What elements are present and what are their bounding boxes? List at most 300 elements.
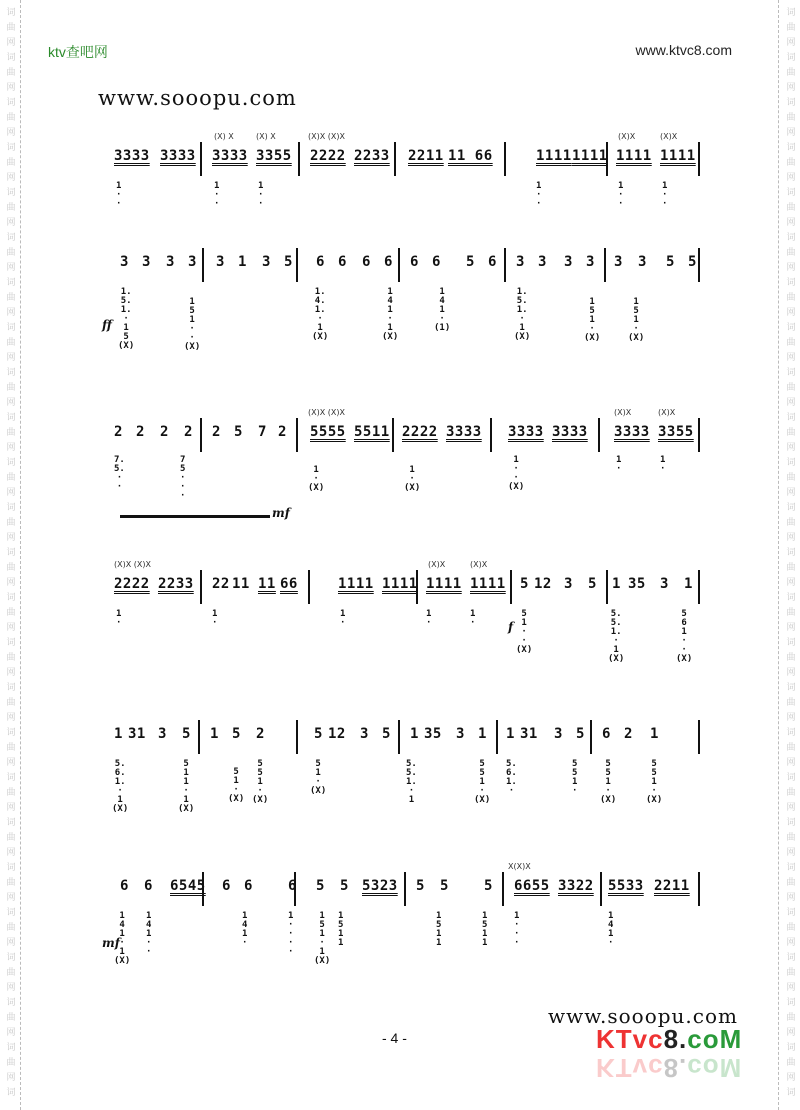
note: 7 <box>258 424 267 440</box>
watermark-char: 词 <box>786 1088 796 1098</box>
note: 2 <box>184 424 193 440</box>
lower-voice: 7. 5. · · <box>114 455 125 492</box>
watermark-char: 词 <box>786 8 796 18</box>
watermark-char: 词 <box>786 323 796 333</box>
watermark-char: 曲 <box>6 698 16 708</box>
lower-voice: 1. 4. 1. · 1 (X) <box>312 287 329 342</box>
logo-reflection-part: coM <box>687 1053 743 1083</box>
watermark-char: 词 <box>6 8 16 18</box>
note: 2 <box>278 424 287 440</box>
watermark-char: 词 <box>6 368 16 378</box>
note: 5 <box>316 878 325 894</box>
watermark-char: 网 <box>786 1028 796 1038</box>
lower-voice: 1 · <box>212 609 218 628</box>
note: 6 <box>432 254 441 270</box>
watermark-char: 词 <box>786 593 796 603</box>
watermark-char: 曲 <box>786 428 796 438</box>
note-group: 1111 <box>572 148 608 164</box>
site-url[interactable]: www.ktvc8.com <box>635 42 732 58</box>
note-group: 3333 <box>446 424 482 440</box>
lower-voice: 5 1 · (X) <box>228 767 245 804</box>
watermark-char: 词 <box>6 998 16 1008</box>
note-group: 3322 <box>558 878 594 894</box>
watermark-char: 词 <box>6 818 16 828</box>
barlines <box>108 140 700 180</box>
lower-voice: 1 · (X) <box>404 465 421 493</box>
watermark-char: 网 <box>6 758 16 768</box>
watermark-char: 网 <box>786 623 796 633</box>
note: 6 <box>488 254 497 270</box>
watermark-char: 词 <box>786 98 796 108</box>
watermark-char: 曲 <box>6 338 16 348</box>
watermark-char: 词 <box>6 413 16 423</box>
ornament: (X) X <box>214 132 234 141</box>
watermark-char: 词 <box>6 233 16 243</box>
watermark-char: 网 <box>6 623 16 633</box>
watermark-char: 词 <box>6 1088 16 1098</box>
note: 3 <box>120 254 129 270</box>
watermark-char: 词 <box>786 413 796 423</box>
note: 5 <box>232 726 241 742</box>
note: 3 <box>262 254 271 270</box>
watermark-char: 曲 <box>6 878 16 888</box>
watermark-char: 曲 <box>6 923 16 933</box>
watermark-char: 网 <box>786 938 796 948</box>
note: 5 <box>466 254 475 270</box>
watermark-char: 网 <box>786 893 796 903</box>
note-group: 2233 <box>354 148 390 164</box>
watermark-char: 网 <box>6 848 16 858</box>
note: 22 <box>212 576 230 592</box>
watermark-char: 曲 <box>786 1013 796 1023</box>
note: 1 <box>478 726 487 742</box>
watermark-char: 曲 <box>786 698 796 708</box>
watermark-char: 网 <box>6 578 16 588</box>
watermark-char: 曲 <box>6 23 16 33</box>
watermark-char: 词 <box>786 998 796 1008</box>
dynamic-marking: mf <box>272 506 290 520</box>
note-group: 5511 <box>354 424 390 440</box>
ornament: (X)X <box>428 560 446 569</box>
lower-voice: 1 · · <box>214 181 220 209</box>
logo-part: 8. <box>663 1024 688 1054</box>
lower-voice: 1 · (X) <box>308 465 325 493</box>
watermark-char: 词 <box>6 773 16 783</box>
watermark-char: 词 <box>6 53 16 63</box>
watermark-char: 网 <box>786 83 796 93</box>
watermark-char: 词 <box>6 143 16 153</box>
note: 5 <box>234 424 243 440</box>
watermark-char: 曲 <box>786 23 796 33</box>
watermark-char: 网 <box>786 443 796 453</box>
note: 5 <box>484 878 493 894</box>
watermark-char: 网 <box>6 38 16 48</box>
watermark-char: 网 <box>6 353 16 363</box>
watermark-char: 网 <box>786 398 796 408</box>
watermark-char: 网 <box>786 1073 796 1083</box>
watermark-char: 词 <box>786 1043 796 1053</box>
dynamic-marking: mf <box>102 936 120 950</box>
note-group: 1111 <box>536 148 572 164</box>
note: 3 <box>538 254 547 270</box>
watermark-char: 网 <box>6 173 16 183</box>
note: 6 <box>316 254 325 270</box>
lower-voice: 1 · · <box>662 181 668 209</box>
watermark-char: 曲 <box>786 1058 796 1068</box>
note: 12 <box>534 576 552 592</box>
watermark-char: 网 <box>6 308 16 318</box>
lower-voice: 1 5 1 · (X) <box>584 297 601 343</box>
watermark-char: 曲 <box>6 158 16 168</box>
lower-voice: 5. 5. 1. · 1 <box>406 759 417 805</box>
source-url-bottom: www.sooopu.com <box>548 1004 738 1028</box>
note: 31 <box>520 726 538 742</box>
note: 35 <box>424 726 442 742</box>
watermark-char: 网 <box>786 578 796 588</box>
watermark-char: 曲 <box>6 518 16 528</box>
source-url-top: www.sooopu.com <box>98 86 297 110</box>
note-group: 1111 <box>338 576 374 592</box>
watermark-char: 曲 <box>786 383 796 393</box>
lower-voice: 5 1 · · (X) <box>516 609 533 655</box>
dynamic-marking: ff <box>102 318 112 332</box>
watermark-char: 网 <box>786 128 796 138</box>
watermark-char: 曲 <box>786 653 796 663</box>
watermark-char: 网 <box>786 713 796 723</box>
lower-voice: 5. 6. 1. · 1 (X) <box>112 759 129 814</box>
note: 5 <box>588 576 597 592</box>
watermark-char: 曲 <box>786 293 796 303</box>
note-group: 1111 <box>470 576 506 592</box>
watermark-char: 词 <box>786 638 796 648</box>
lower-voice: 1 · <box>470 609 476 628</box>
note-group: 11 66 <box>448 148 493 164</box>
watermark-char: 词 <box>6 98 16 108</box>
logo-part: coM <box>687 1024 743 1054</box>
watermark-char: 词 <box>786 683 796 693</box>
note: 3 <box>614 254 623 270</box>
note: 6 <box>338 254 347 270</box>
note-group: 6655 <box>514 878 550 894</box>
watermark-char: 词 <box>786 953 796 963</box>
note: 3 <box>360 726 369 742</box>
watermark-char: 词 <box>6 908 16 918</box>
lower-voice: 5. 5. 1. · 1 (X) <box>608 609 625 664</box>
note: 3 <box>142 254 151 270</box>
watermark-char: 网 <box>786 848 796 858</box>
lower-voice: 1 5 1 1 <box>482 911 488 948</box>
lower-voice: 1 4 1 · · <box>146 911 152 957</box>
watermark-char: 曲 <box>6 68 16 78</box>
watermark-char: 曲 <box>6 248 16 258</box>
watermark-char: 词 <box>786 53 796 63</box>
watermark-char: 词 <box>6 188 16 198</box>
watermark-char: 曲 <box>786 788 796 798</box>
ornament: (X)X (X)X <box>308 132 345 141</box>
note-group: 2222 <box>402 424 438 440</box>
note-group: 2222 <box>310 148 346 164</box>
note-group: 3333 <box>508 424 544 440</box>
lower-voice: 1 5 1 · (X) <box>628 297 645 343</box>
watermark-char: 网 <box>6 398 16 408</box>
site-name[interactable]: ktv查吧网 <box>48 44 108 60</box>
note-group: 3355 <box>256 148 292 164</box>
lower-voice: 1 5 1 · 1 (X) <box>314 911 331 966</box>
watermark-char: 网 <box>6 668 16 678</box>
note: 5 <box>182 726 191 742</box>
note: 1 <box>684 576 693 592</box>
watermark-char: 曲 <box>786 563 796 573</box>
watermark-char: 网 <box>6 1073 16 1083</box>
ornament: (X)X <box>618 132 636 141</box>
watermark-char: 词 <box>786 728 796 738</box>
watermark-char: 词 <box>786 233 796 243</box>
watermark-char: 网 <box>786 983 796 993</box>
watermark-char: 网 <box>786 533 796 543</box>
ornament: (X) X <box>256 132 276 141</box>
note: 1 <box>210 726 219 742</box>
note: 5 <box>416 878 425 894</box>
watermark-char: 词 <box>6 683 16 693</box>
lower-voice: 1 4 1 · <box>608 911 614 948</box>
watermark-char: 词 <box>6 863 16 873</box>
lower-voice: 1 4 1 · 1 (X) <box>382 287 399 342</box>
note: 2 <box>212 424 221 440</box>
note: 12 <box>328 726 346 742</box>
note: 1 <box>506 726 515 742</box>
watermark-char: 曲 <box>786 68 796 78</box>
note: 3 <box>188 254 197 270</box>
watermark-char: 词 <box>786 368 796 378</box>
watermark-char: 曲 <box>6 608 16 618</box>
watermark-char: 曲 <box>6 743 16 753</box>
watermark-char: 曲 <box>6 203 16 213</box>
lower-voice: 1 · · <box>258 181 264 209</box>
left-watermark-strip <box>2 0 20 1110</box>
lower-voice: 1 · · · <box>514 911 520 948</box>
note-group: 2211 <box>408 148 444 164</box>
note-group: 2222 <box>114 576 150 592</box>
note: 31 <box>128 726 146 742</box>
lower-voice: 1 5 1 · · (X) <box>184 297 201 352</box>
watermark-char: 网 <box>6 1028 16 1038</box>
watermark-char: 网 <box>6 938 16 948</box>
watermark-char: 网 <box>786 668 796 678</box>
watermark-char: 词 <box>6 728 16 738</box>
watermark-char: 网 <box>6 83 16 93</box>
lower-voice: 5 1 1 · 1 (X) <box>178 759 195 814</box>
watermark-char: 网 <box>786 803 796 813</box>
watermark-char: 曲 <box>786 833 796 843</box>
lower-voice: 5 5 1 · (X) <box>600 759 617 805</box>
watermark-char: 网 <box>6 218 16 228</box>
ornament: (X)X (X)X <box>308 408 345 417</box>
watermark-char: 网 <box>6 533 16 543</box>
watermark-char: 词 <box>786 818 796 828</box>
watermark-char: 曲 <box>786 473 796 483</box>
watermark-char: 曲 <box>786 113 796 123</box>
note-group: 2233 <box>158 576 194 592</box>
note: 3 <box>554 726 563 742</box>
dynamic-marking: f <box>508 620 514 634</box>
note: 2 <box>136 424 145 440</box>
ktvc8-logo[interactable] <box>596 1024 742 1055</box>
left-dashed-border <box>20 0 21 1110</box>
lower-voice: 1 · <box>116 609 122 628</box>
ornament: (X)X (X)X <box>114 560 151 569</box>
note: 5 <box>314 726 323 742</box>
ornament: X(X)X <box>508 862 531 871</box>
note: 5 <box>284 254 293 270</box>
note: 3 <box>564 254 573 270</box>
watermark-char: 曲 <box>786 203 796 213</box>
watermark-char: 曲 <box>6 473 16 483</box>
lower-voice: 1 4 1 · (1) <box>434 287 451 333</box>
note: 6 <box>384 254 393 270</box>
note: 3 <box>638 254 647 270</box>
note: 1 <box>238 254 247 270</box>
ornament: (X)X <box>658 408 676 417</box>
note: 1 <box>650 726 659 742</box>
watermark-char: 曲 <box>786 968 796 978</box>
note: 3 <box>166 254 175 270</box>
watermark-char: 词 <box>6 548 16 558</box>
right-watermark-strip <box>782 0 800 1110</box>
watermark-char: 网 <box>6 263 16 273</box>
page-number: - 4 - <box>382 1030 407 1046</box>
watermark-char: 曲 <box>786 923 796 933</box>
note-group: 1111 <box>426 576 462 592</box>
note: 6 <box>120 878 129 894</box>
ornament: (X)X <box>660 132 678 141</box>
watermark-char: 曲 <box>786 158 796 168</box>
note: 3 <box>216 254 225 270</box>
logo-part: KTvc <box>596 1024 664 1054</box>
lower-voice: 1 · · <box>536 181 542 209</box>
watermark-char: 词 <box>6 1043 16 1053</box>
note-group: 11 <box>258 576 276 592</box>
watermark-char: 曲 <box>6 833 16 843</box>
note: 3 <box>564 576 573 592</box>
note: 3 <box>660 576 669 592</box>
watermark-char: 曲 <box>6 428 16 438</box>
note: 35 <box>628 576 646 592</box>
logo-reflection <box>596 1052 742 1083</box>
watermark-char: 曲 <box>6 1058 16 1068</box>
note-group: 3355 <box>658 424 694 440</box>
lower-voice: 5 5 1 · <box>572 759 578 796</box>
barlines <box>108 718 700 758</box>
note-group: 3333 <box>114 148 150 164</box>
note-group: 3333 <box>212 148 248 164</box>
watermark-char: 网 <box>786 308 796 318</box>
note: 11 <box>232 576 250 592</box>
watermark-char: 曲 <box>6 113 16 123</box>
note: 6 <box>222 878 231 894</box>
watermark-char: 词 <box>786 548 796 558</box>
note-group: 5555 <box>310 424 346 440</box>
watermark-char: 词 <box>6 278 16 288</box>
lower-voice: 1 · · (X) <box>508 455 525 492</box>
watermark-char: 词 <box>786 503 796 513</box>
watermark-char: 曲 <box>786 338 796 348</box>
watermark-char: 词 <box>786 458 796 468</box>
lower-voice: 1 4 1 · <box>242 911 248 948</box>
watermark-char: 曲 <box>6 968 16 978</box>
note: 1 <box>612 576 621 592</box>
watermark-char: 词 <box>786 908 796 918</box>
note: 2 <box>624 726 633 742</box>
watermark-char: 词 <box>6 323 16 333</box>
lower-voice: 5 1 · (X) <box>310 759 327 796</box>
watermark-char: 网 <box>786 263 796 273</box>
watermark-char: 曲 <box>6 653 16 663</box>
note-group: 2211 <box>654 878 690 894</box>
watermark-char: 网 <box>786 353 796 363</box>
note: 2 <box>256 726 265 742</box>
lower-voice: 5 5 1 · (X) <box>252 759 269 805</box>
watermark-char: 词 <box>6 953 16 963</box>
note-group: 66 <box>280 576 298 592</box>
watermark-char: 曲 <box>786 743 796 753</box>
note: 5 <box>520 576 529 592</box>
watermark-char: 网 <box>6 488 16 498</box>
note-group: 1111 <box>382 576 418 592</box>
note: 6 <box>144 878 153 894</box>
ornament: (X)X <box>470 560 488 569</box>
watermark-char: 网 <box>6 128 16 138</box>
watermark-char: 曲 <box>6 1013 16 1023</box>
watermark-char: 词 <box>786 863 796 873</box>
watermark-char: 词 <box>786 188 796 198</box>
note: 2 <box>114 424 123 440</box>
watermark-char: 网 <box>786 218 796 228</box>
note: 5 <box>688 254 697 270</box>
watermark-char: 网 <box>786 488 796 498</box>
watermark-char: 网 <box>6 983 16 993</box>
watermark-char: 曲 <box>786 248 796 258</box>
note-group: 3333 <box>614 424 650 440</box>
lower-voice: 1. 5. 1. · 1 5 (X) <box>118 287 135 351</box>
note: 2 <box>160 424 169 440</box>
watermark-char: 曲 <box>6 293 16 303</box>
note: 1 <box>410 726 419 742</box>
note: 5 <box>576 726 585 742</box>
watermark-char: 曲 <box>786 878 796 888</box>
lower-voice: 5 5 1 · (X) <box>646 759 663 805</box>
watermark-char: 网 <box>6 443 16 453</box>
watermark-char: 网 <box>786 758 796 768</box>
watermark-char: 词 <box>786 773 796 783</box>
watermark-char: 词 <box>786 143 796 153</box>
note: 5 <box>666 254 675 270</box>
note-group: 3333 <box>160 148 196 164</box>
note: 5 <box>340 878 349 894</box>
lower-voice: 1 5 1 1 <box>436 911 442 948</box>
logo-reflection-part: 8. <box>663 1053 688 1083</box>
watermark-char: 网 <box>786 173 796 183</box>
note: 3 <box>586 254 595 270</box>
watermark-char: 网 <box>6 803 16 813</box>
note-group: 5323 <box>362 878 398 894</box>
lower-voice: 1 · <box>340 609 346 628</box>
lower-voice: 5 6 1 · · (X) <box>676 609 693 664</box>
note: 1 <box>114 726 123 742</box>
note-group: 6545 <box>170 878 206 894</box>
note-group: 1111 <box>616 148 652 164</box>
right-dashed-border <box>778 0 779 1110</box>
lower-voice: 1 5 1 1 <box>338 911 344 948</box>
